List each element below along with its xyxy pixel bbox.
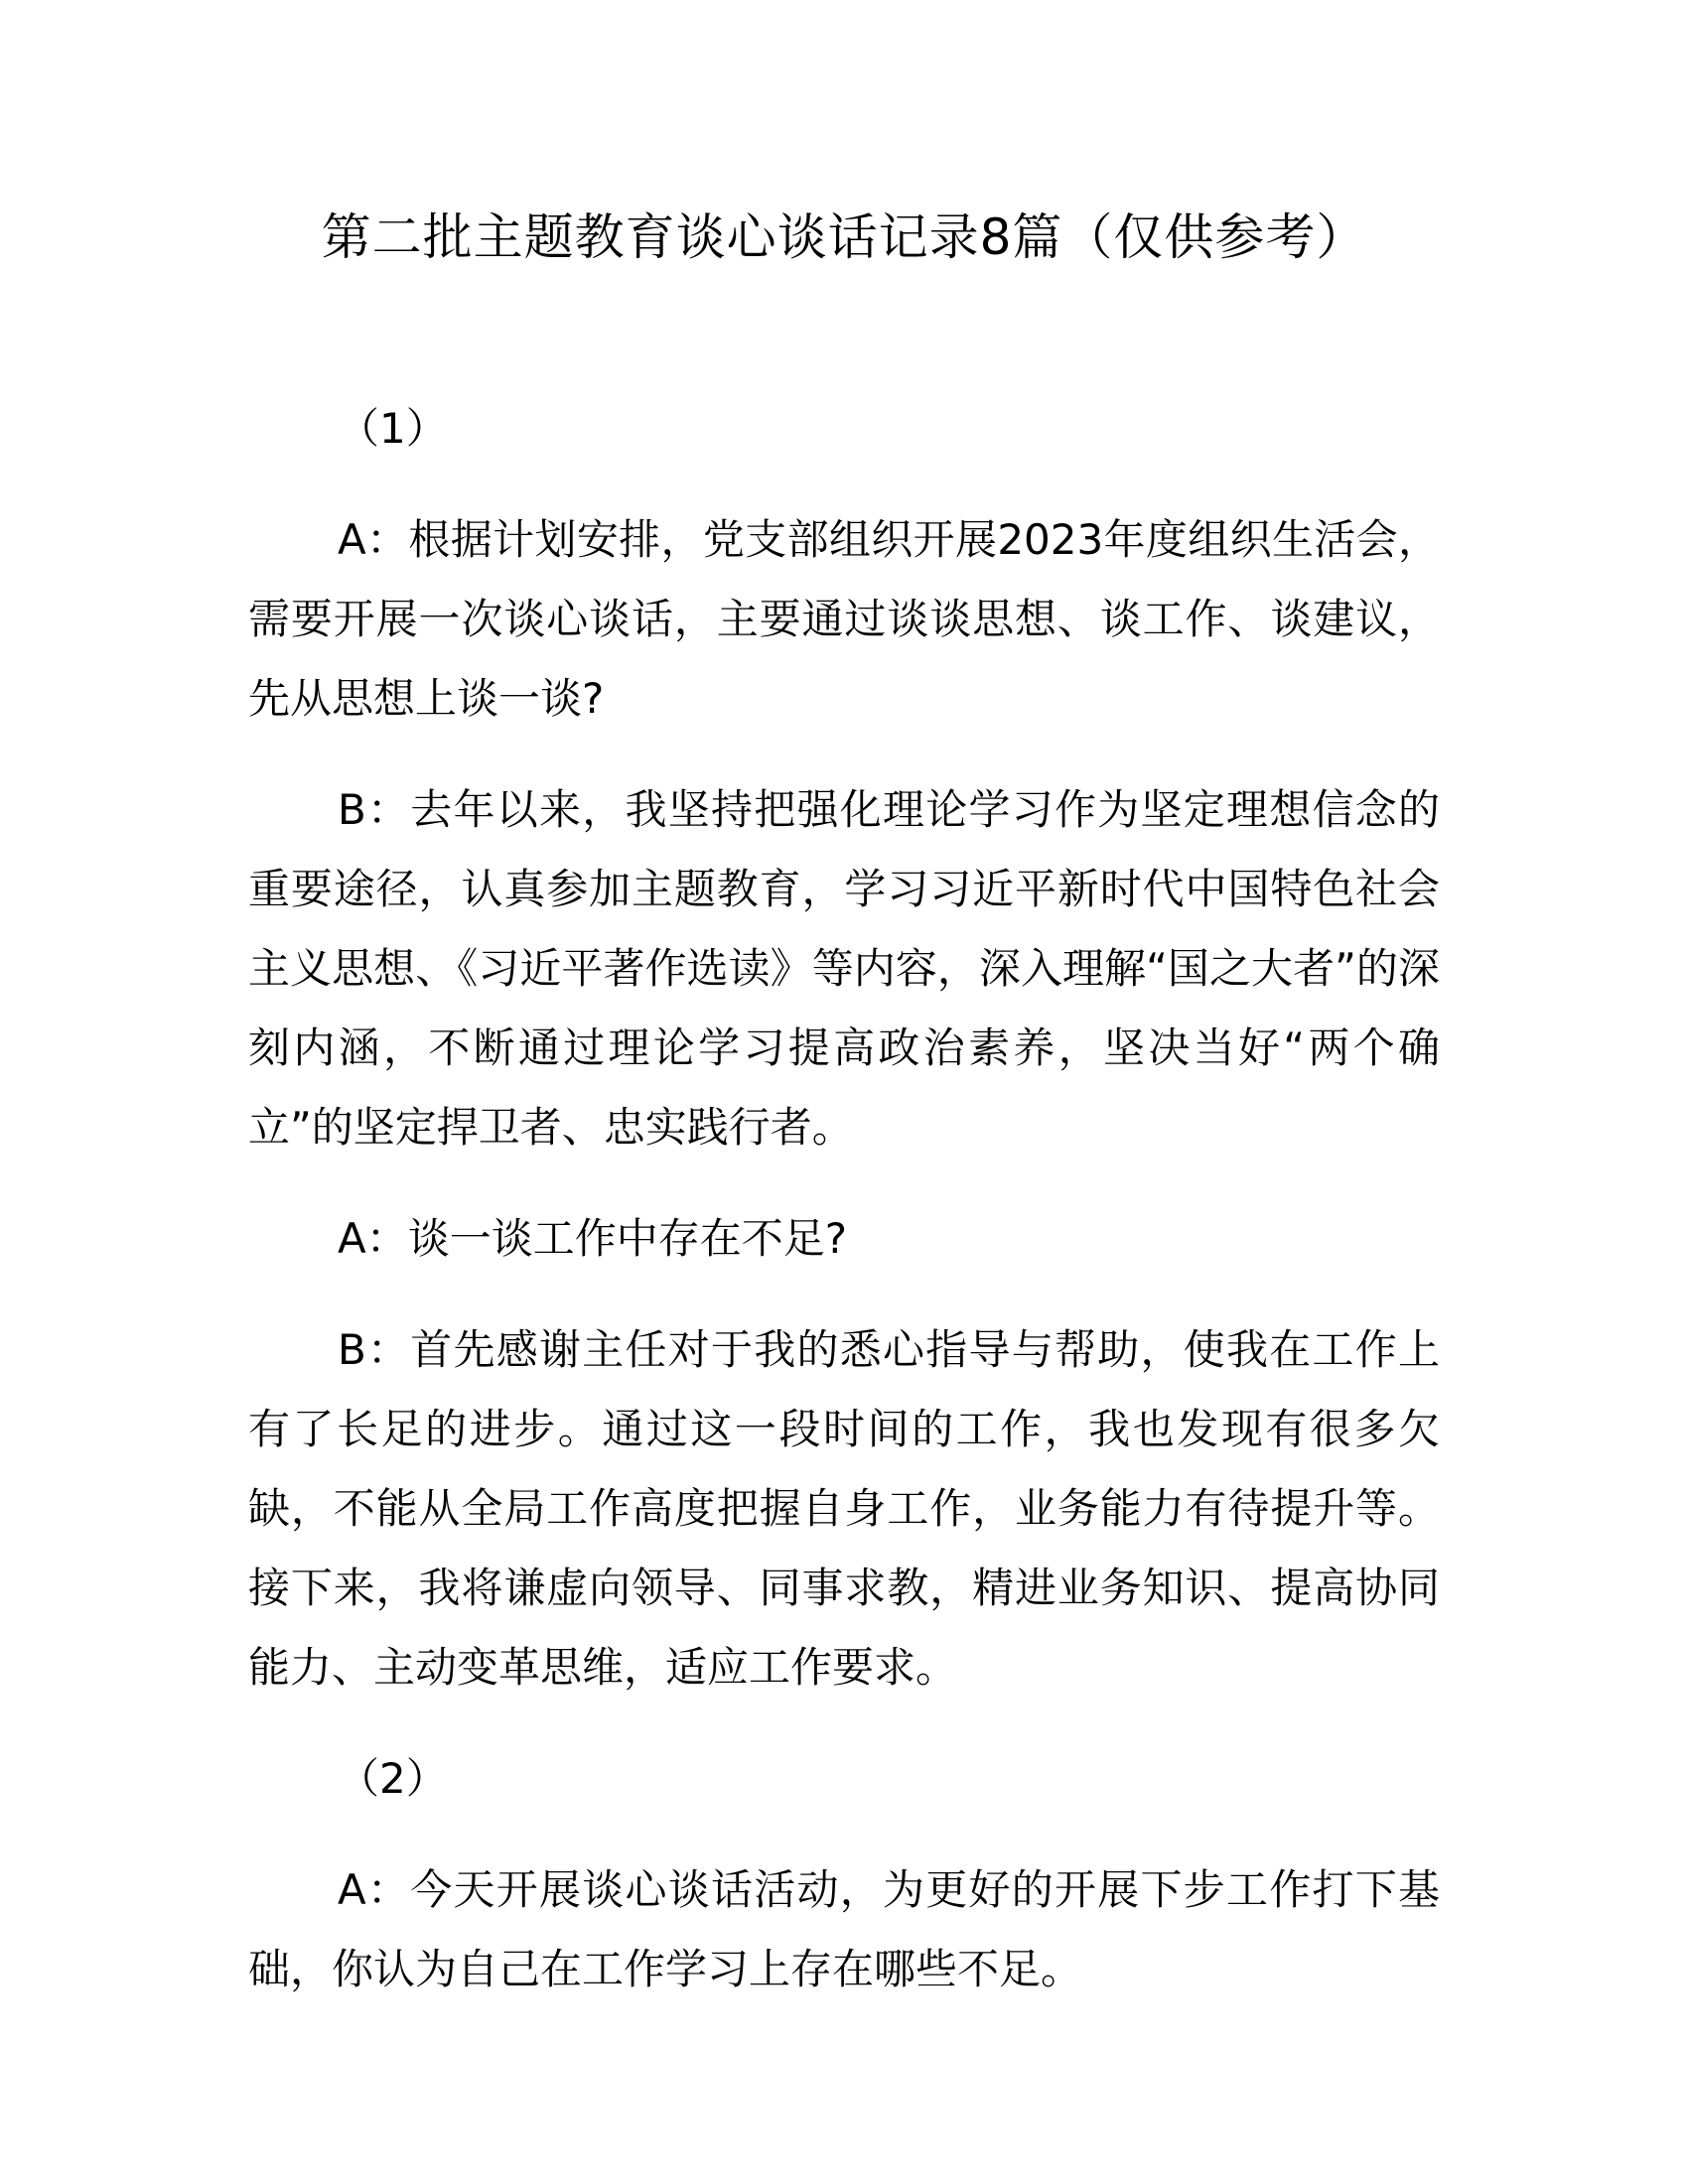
section-number-2: （2） [338, 1754, 448, 1803]
document-title: 第二批主题教育谈心谈话记录8篇（仅供参考） [321, 208, 1367, 266]
document-body [248, 389, 1440, 2041]
dialogue-paragraph: A：根据计划安排，党支部组织开展2023年度组织生活会，需要开展一次谈心谈话，主要通过谈谈思想、谈工作、谈建议，先从思想上谈一谈? [248, 515, 1440, 723]
dialogue-paragraph: A：谈一谈工作中存在不足? [338, 1214, 848, 1263]
dialogue-paragraph: B：首先感谢主任对于我的悉心指导与帮助，使我在工作上有了长足的进步。通过这一段时间的工作，我也发现有很多欠缺，不能从全局工作高度把握自身工作，业务能力有待提升等。接下来，我将谦虚向领导、同事求教，精进业务知识、提高协同能力、主动变革思维，适应工作要求。 [248, 1325, 1440, 1692]
section-number-1: （1） [338, 404, 448, 453]
dialogue-paragraph: A：今天开展谈心谈话活动，为更好的开展下步工作打下基础，你认为自己在工作学习上存在哪些不足。 [248, 1865, 1440, 1993]
dialogue-paragraph: B：去年以来，我坚持把强化理论学习作为坚定理想信念的重要途径，认真参加主题教育，学习习近平新时代中国特色社会主义思想、《习近平著作选读》等内容，深入理解“国之大者”的深刻内涵，不断通过理论学习提高政治素养，坚决当好“两个确立”的坚定捍卫者、忠实践行者。 [248, 785, 1440, 1152]
